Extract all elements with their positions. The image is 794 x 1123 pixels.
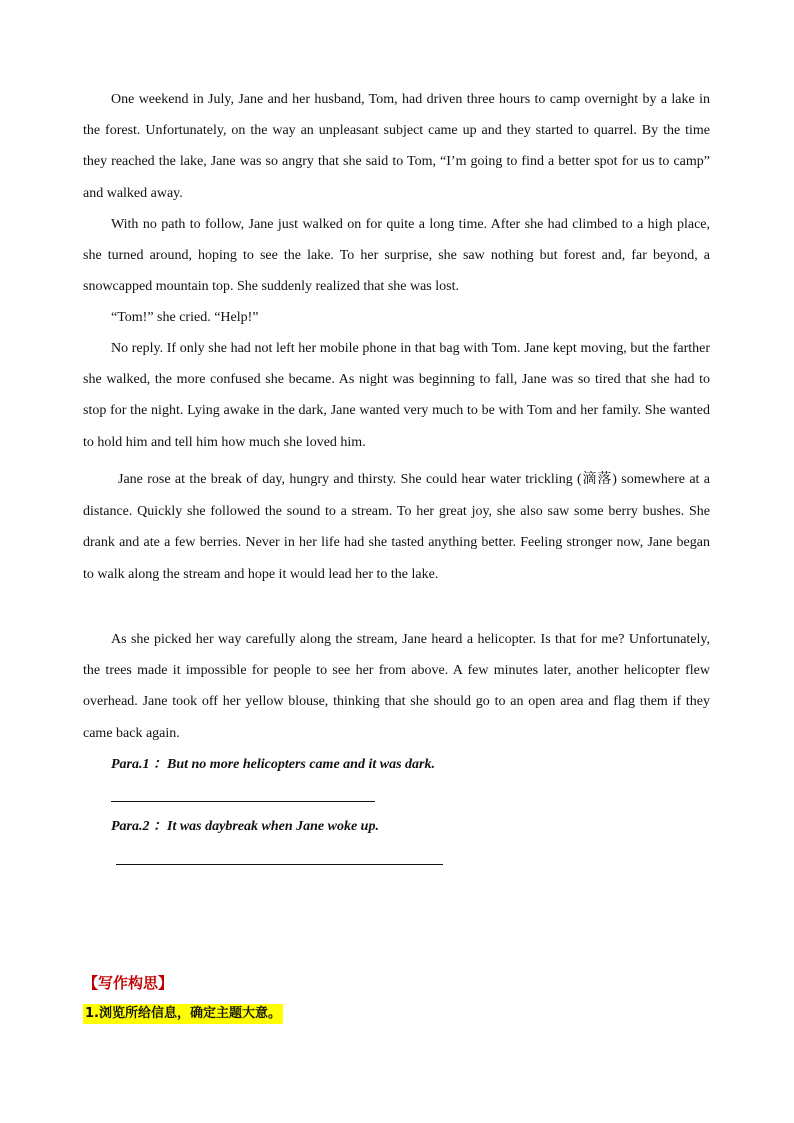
continuation-prompt-para1: Para.1 ：But no more helicopters came and it was dark. xyxy=(111,757,435,772)
chinese-gloss: 滴落 xyxy=(581,471,613,487)
story-paragraph-4: No reply. If only she had not left her mobile phone in that bag with Tom. Jane kept moving, but the farther she walked, the more confused she became. As night was beginning to fall, Jane was so tired that she had to stop for the night. Lying awake in the dark, Jane wanted very much to be with Tom and her family. She wanted to hold him and tell him how much she loved him. xyxy=(83,341,710,450)
story-paragraph-3: “Tom!” she cried. “Help!” xyxy=(111,310,259,325)
section-heading: 【写作构思】 xyxy=(83,974,174,992)
story-paragraph-6: As she picked her way carefully along the stream, Jane heard a helicopter. Is that for me? Unfortunately, the trees made it impossible for people to see her from above. A few minutes later, another helicopter flew overhead. Jane took off her yellow blouse, thinking that she should go to an open area and flag them if they came back again. xyxy=(83,632,710,741)
story-paragraph-2: With no path to follow, Jane just walked on for quite a long time. After she had climbed to a high place, she turned around, hoping to see the lake. To her surprise, she saw nothing but forest and, far beyond, a snowcapped mountain top. She suddenly realized that she was lost. xyxy=(83,217,710,295)
story-paragraph-5 xyxy=(83,464,710,590)
paragraph-5-text-start: Jane rose at the break of day, hungry and thirsty. She could hear water trickling ( xyxy=(118,472,582,487)
paragraph-5-text-end: ) somewhere at a distance. Quickly she followed the sound to a stream. To her great joy, she also saw some berry bushes. She drank and ate a few berries. Never in her life had she tasted anything better. Feeling stronger now, Jane began to walk along the stream and hope it would lead her to the lake. xyxy=(83,472,711,582)
answer-line-2[interactable] xyxy=(116,864,443,865)
continuation-prompt-para2: Para.2 ：It was daybreak when Jane woke up. xyxy=(111,819,379,834)
answer-line-1[interactable] xyxy=(111,801,375,802)
story-paragraph-1: One weekend in July, Jane and her husband, Tom, had driven three hours to camp overnight by a lake in the forest. Unfortunately, on the way an unpleasant subject came up and they started to quarrel. By the time they reached the lake, Jane was so angry that she said to Tom, “I’m going to find a better spot for us to camp” and walked away. xyxy=(83,92,710,201)
highlighted-step-1: 1.浏览所给信息，确定主题大意。 xyxy=(83,1004,283,1024)
